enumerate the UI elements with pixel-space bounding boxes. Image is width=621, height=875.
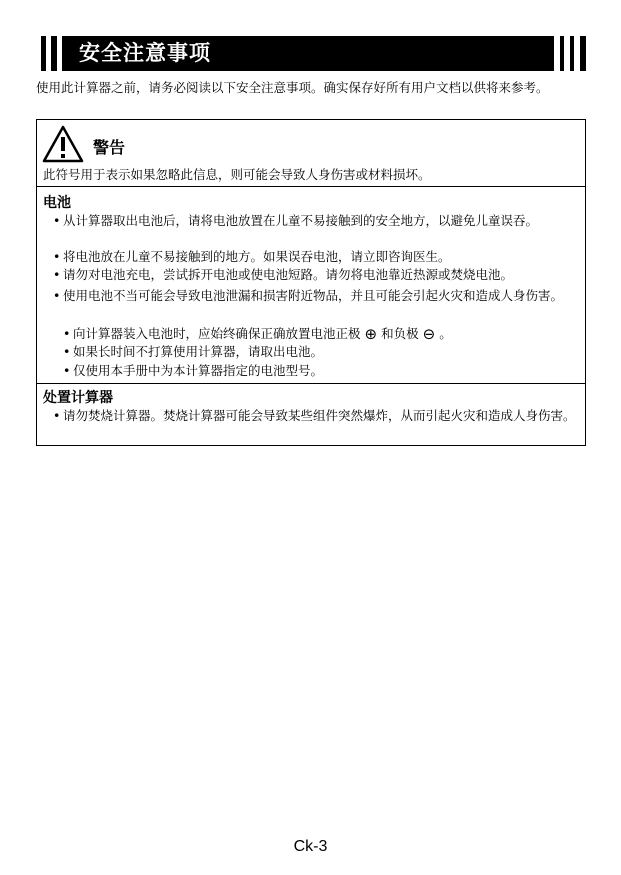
battery-item-text: 从计算器取出电池后，请将电池放置在儿童不易接触到的安全地方，以避免儿童误吞。 (63, 213, 539, 228)
bullet: • (63, 326, 71, 341)
circled-minus-icon: ⊖ (422, 325, 436, 343)
bullet: • (63, 363, 71, 378)
battery-sub-item-text: 如果长时间不打算使用计算器，请取出电池。 (73, 344, 324, 359)
title-stripes-left (36, 36, 72, 71)
disposal-item-text: 请勿焚烧计算器。焚烧计算器可能会导致某些组件突然爆炸，从而引起火灾和造成人身伤害。 (63, 408, 576, 423)
disposal-item (53, 407, 579, 425)
disposal-heading: 处置计算器 (43, 390, 113, 406)
bullet: • (53, 213, 61, 228)
battery-item (53, 287, 579, 305)
circled-plus-icon: ⊕ (364, 325, 378, 343)
title-stripes-right (550, 36, 586, 71)
battery-item (53, 266, 579, 284)
divider (37, 383, 585, 384)
section-title-bar (36, 36, 586, 71)
page-title: 安全注意事项 (79, 41, 211, 65)
battery-item (53, 248, 579, 266)
intro-text: 使用此计算器之前，请务必阅读以下安全注意事项。确实保存好所有用户文档以供将来参考。 (36, 80, 549, 95)
battery-item-text: 将电池放在儿童不易接触到的地方。如果误吞电池，请立即咨询医生。 (63, 249, 451, 264)
polarity-text-prefix: 向计算器装入电池时，应始终确保正确放置电池正极 (73, 326, 361, 341)
bullet: • (63, 344, 71, 359)
battery-sub-item-text: 仅使用本手册中为本计算器指定的电池型号。 (73, 363, 324, 378)
battery-heading: 电池 (43, 195, 71, 211)
bullet: • (53, 249, 61, 264)
battery-sub-item (63, 325, 579, 343)
bullet: • (53, 408, 61, 423)
bullet: • (53, 288, 61, 303)
battery-item-text: 请勿对电池充电，尝试拆开电池或使电池短路。请勿将电池靠近热源或焚烧电池。 (63, 267, 514, 282)
divider (37, 186, 585, 187)
battery-item-text: 使用电池不当可能会导致电池泄漏和损害附近物品，并且可能会引起火灾和造成人身伤害。 (63, 288, 564, 303)
warning-title: 警告 (93, 138, 126, 157)
battery-item (53, 212, 579, 230)
polarity-text-middle: 和负极 (381, 326, 419, 341)
battery-sub-item (63, 362, 579, 380)
warning-triangle-icon (41, 124, 85, 164)
polarity-text-suffix: 。 (439, 326, 452, 341)
page-number: Ck-3 (293, 838, 328, 855)
bullet: • (53, 267, 61, 282)
battery-sub-item (63, 343, 579, 361)
warning-description: 此符号用于表示如果忽略此信息，则可能会导致人身伤害或材料损坏。 (43, 167, 431, 182)
warning-box (36, 119, 586, 446)
